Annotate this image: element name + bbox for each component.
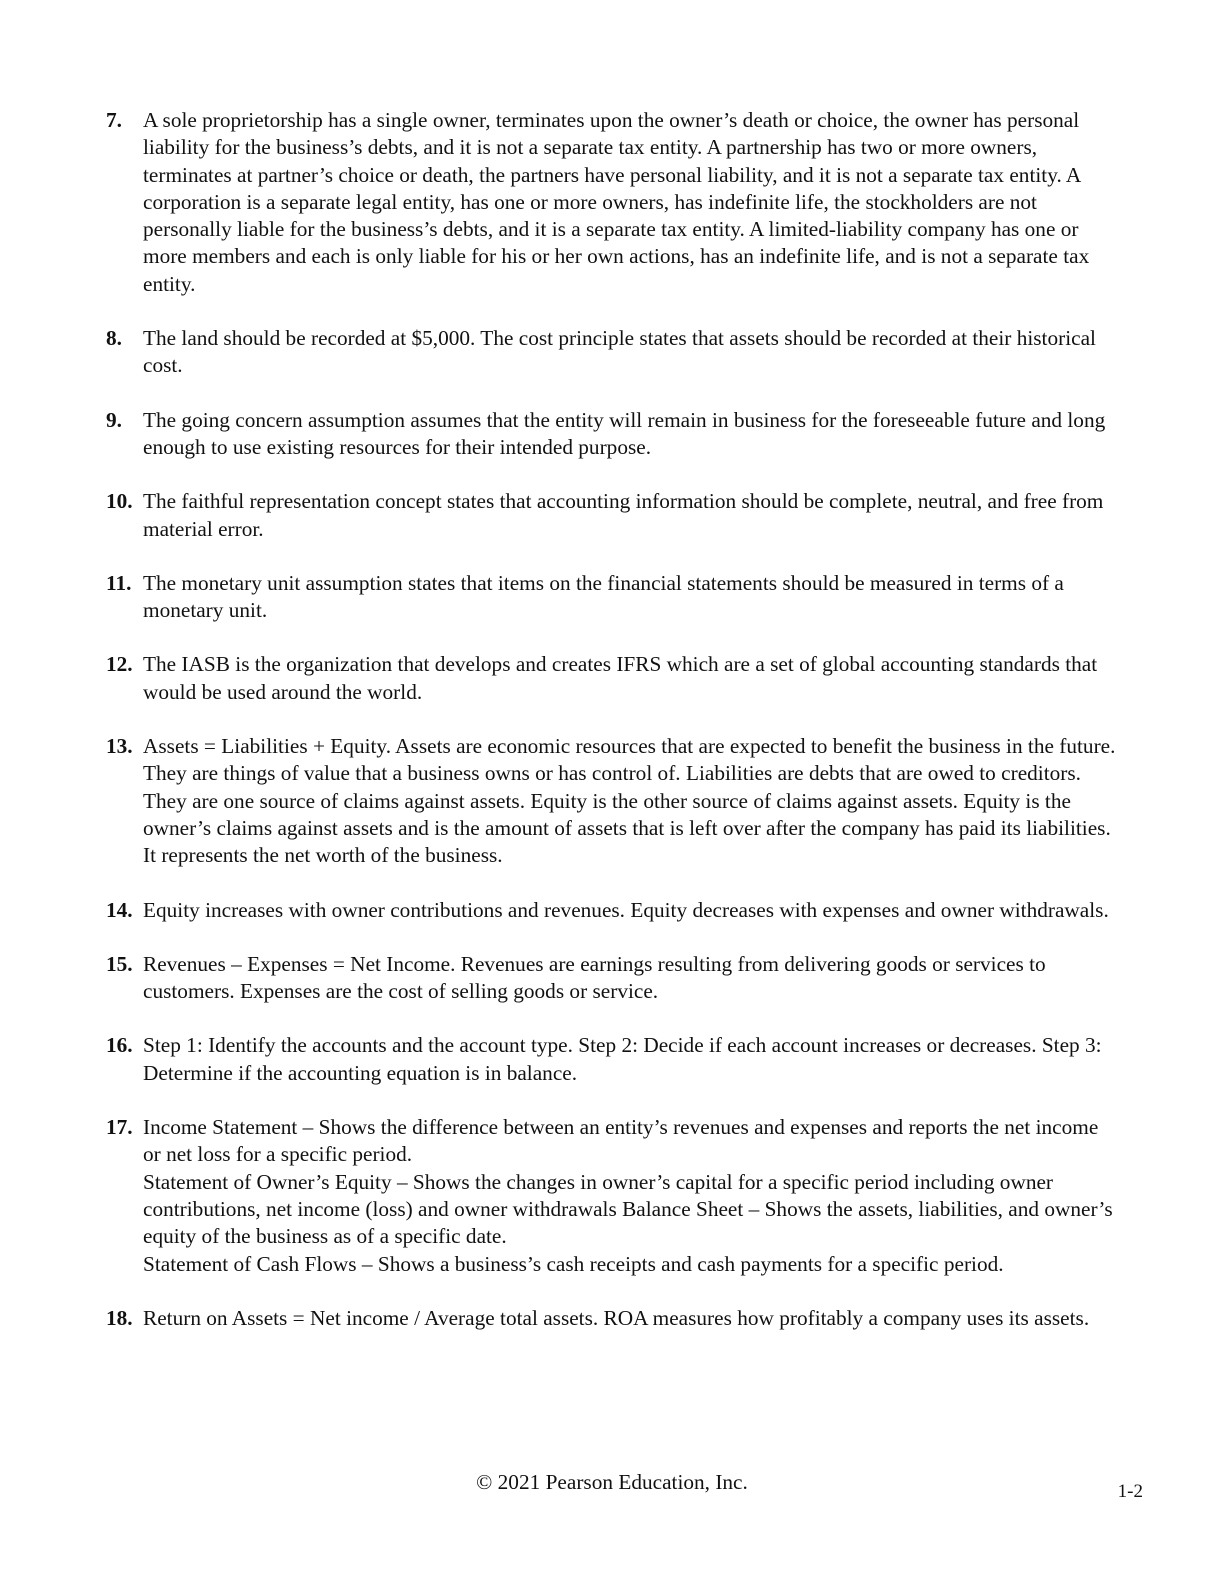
answer-item-18 — [106, 1305, 1116, 1332]
item-text: The going concern assumption assumes that the entity will remain in business for the foreseeable future and long enough to use existing resources for their intended purpose. — [143, 407, 1106, 459]
item-number: 10. — [106, 489, 133, 514]
answer-item-13 — [106, 733, 1116, 869]
answer-item-8 — [106, 325, 1116, 380]
item-text: The IASB is the organization that develops and creates IFRS which are a set of global accounting standards that would be used around the world. — [143, 652, 1098, 704]
answer-item-16 — [106, 1032, 1116, 1087]
item-number: 17. — [106, 1115, 133, 1140]
item-number: 8. — [106, 326, 122, 351]
item-text: The monetary unit assumption states that items on the financial statements should be measured in terms of a monetary unit. — [143, 570, 1064, 623]
answer-list — [106, 107, 1116, 1359]
answer-item-15 — [106, 951, 1116, 1006]
answer-item-14 — [106, 897, 1116, 924]
item-text: Equity increases with owner contributions and revenues. Equity decreases with expenses and owner withdrawals. — [143, 897, 1109, 922]
item-number: 16. — [106, 1033, 133, 1058]
item-text-income-statement: Income Statement – Shows the difference between an entity’s revenues and expenses and reports the net income or net loss for a specific period. — [143, 1115, 1099, 1167]
answer-item-10 — [106, 488, 1116, 543]
item-number: 13. — [106, 734, 133, 759]
page-number: 1-2 — [1117, 1481, 1143, 1502]
item-text: Revenues – Expenses = Net Income. Revenues are earnings resulting from delivering goods or services to customers. Expenses are the cost of selling goods or service. — [143, 951, 1046, 1004]
item-number: 9. — [106, 407, 122, 432]
item-text: Assets = Liabilities + Equity. Assets are economic resources that are expected to benefit the business in the future. They are things of value that a business owns or has control of. Liabilities are debts that are owed to creditors. They are one source of claims against assets. Equity is the other source of claims against assets. Equity is the owner’s claims against assets and is the amount of assets that is left over after the company has paid its liabilities. It represents the net worth of the business. — [143, 734, 1116, 868]
answer-item-9 — [106, 407, 1116, 462]
item-number: 11. — [106, 570, 132, 595]
item-text: Return on Assets = Net income / Average total assets. ROA measures how profitably a company uses its assets. — [143, 1305, 1090, 1330]
item-text: A sole proprietorship has a single owner, terminates upon the owner’s death or choice, the owner has personal liability for the business’s debts, and it is not a separate tax entity. A partnership has two or more owners, terminates at partner’s choice or death, the partners have personal liability, and it is not a separate tax entity. A corporation is a separate legal entity, has one or more owners, has indefinite life, the stockholders are not personally liable for the business’s debts, and it is a separate tax entity. A limited-liability company has one or more members and each is only liable for his or her own actions, has an indefinite life, and is not a separate tax entity. — [143, 108, 1090, 296]
item-text-cash-flows: Statement of Cash Flows – Shows a business’s cash receipts and cash payments for a specific period. — [143, 1251, 1004, 1276]
item-text: The land should be recorded at $5,000. The cost principle states that assets should be recorded at their historical cost. — [143, 326, 1096, 378]
item-text-owners-equity: Statement of Owner’s Equity – Shows the changes in owner’s capital for a specific period including owner contributions, net income (loss) and owner withdrawals Balance Sheet – Shows the assets, liabilities, and owner’s equity of the business as of a specific date. — [143, 1169, 1113, 1249]
answer-item-7 — [106, 107, 1116, 298]
item-number: 18. — [106, 1305, 133, 1330]
copyright-footer: © 2021 Pearson Education, Inc. — [476, 1470, 748, 1494]
answer-item-11 — [106, 570, 1116, 625]
item-number: 15. — [106, 951, 133, 976]
item-text: The faithful representation concept states that accounting information should be complete, neutral, and free from material error. — [143, 489, 1104, 541]
item-number: 12. — [106, 652, 133, 677]
item-number: 14. — [106, 897, 133, 922]
answer-item-17 — [106, 1114, 1116, 1278]
item-text: Step 1: Identify the accounts and the account type. Step 2: Decide if each account increases or decreases. Step 3: Determine if the accounting equation is in balance. — [143, 1033, 1102, 1085]
item-number: 7. — [106, 108, 122, 132]
answer-item-12 — [106, 651, 1116, 706]
